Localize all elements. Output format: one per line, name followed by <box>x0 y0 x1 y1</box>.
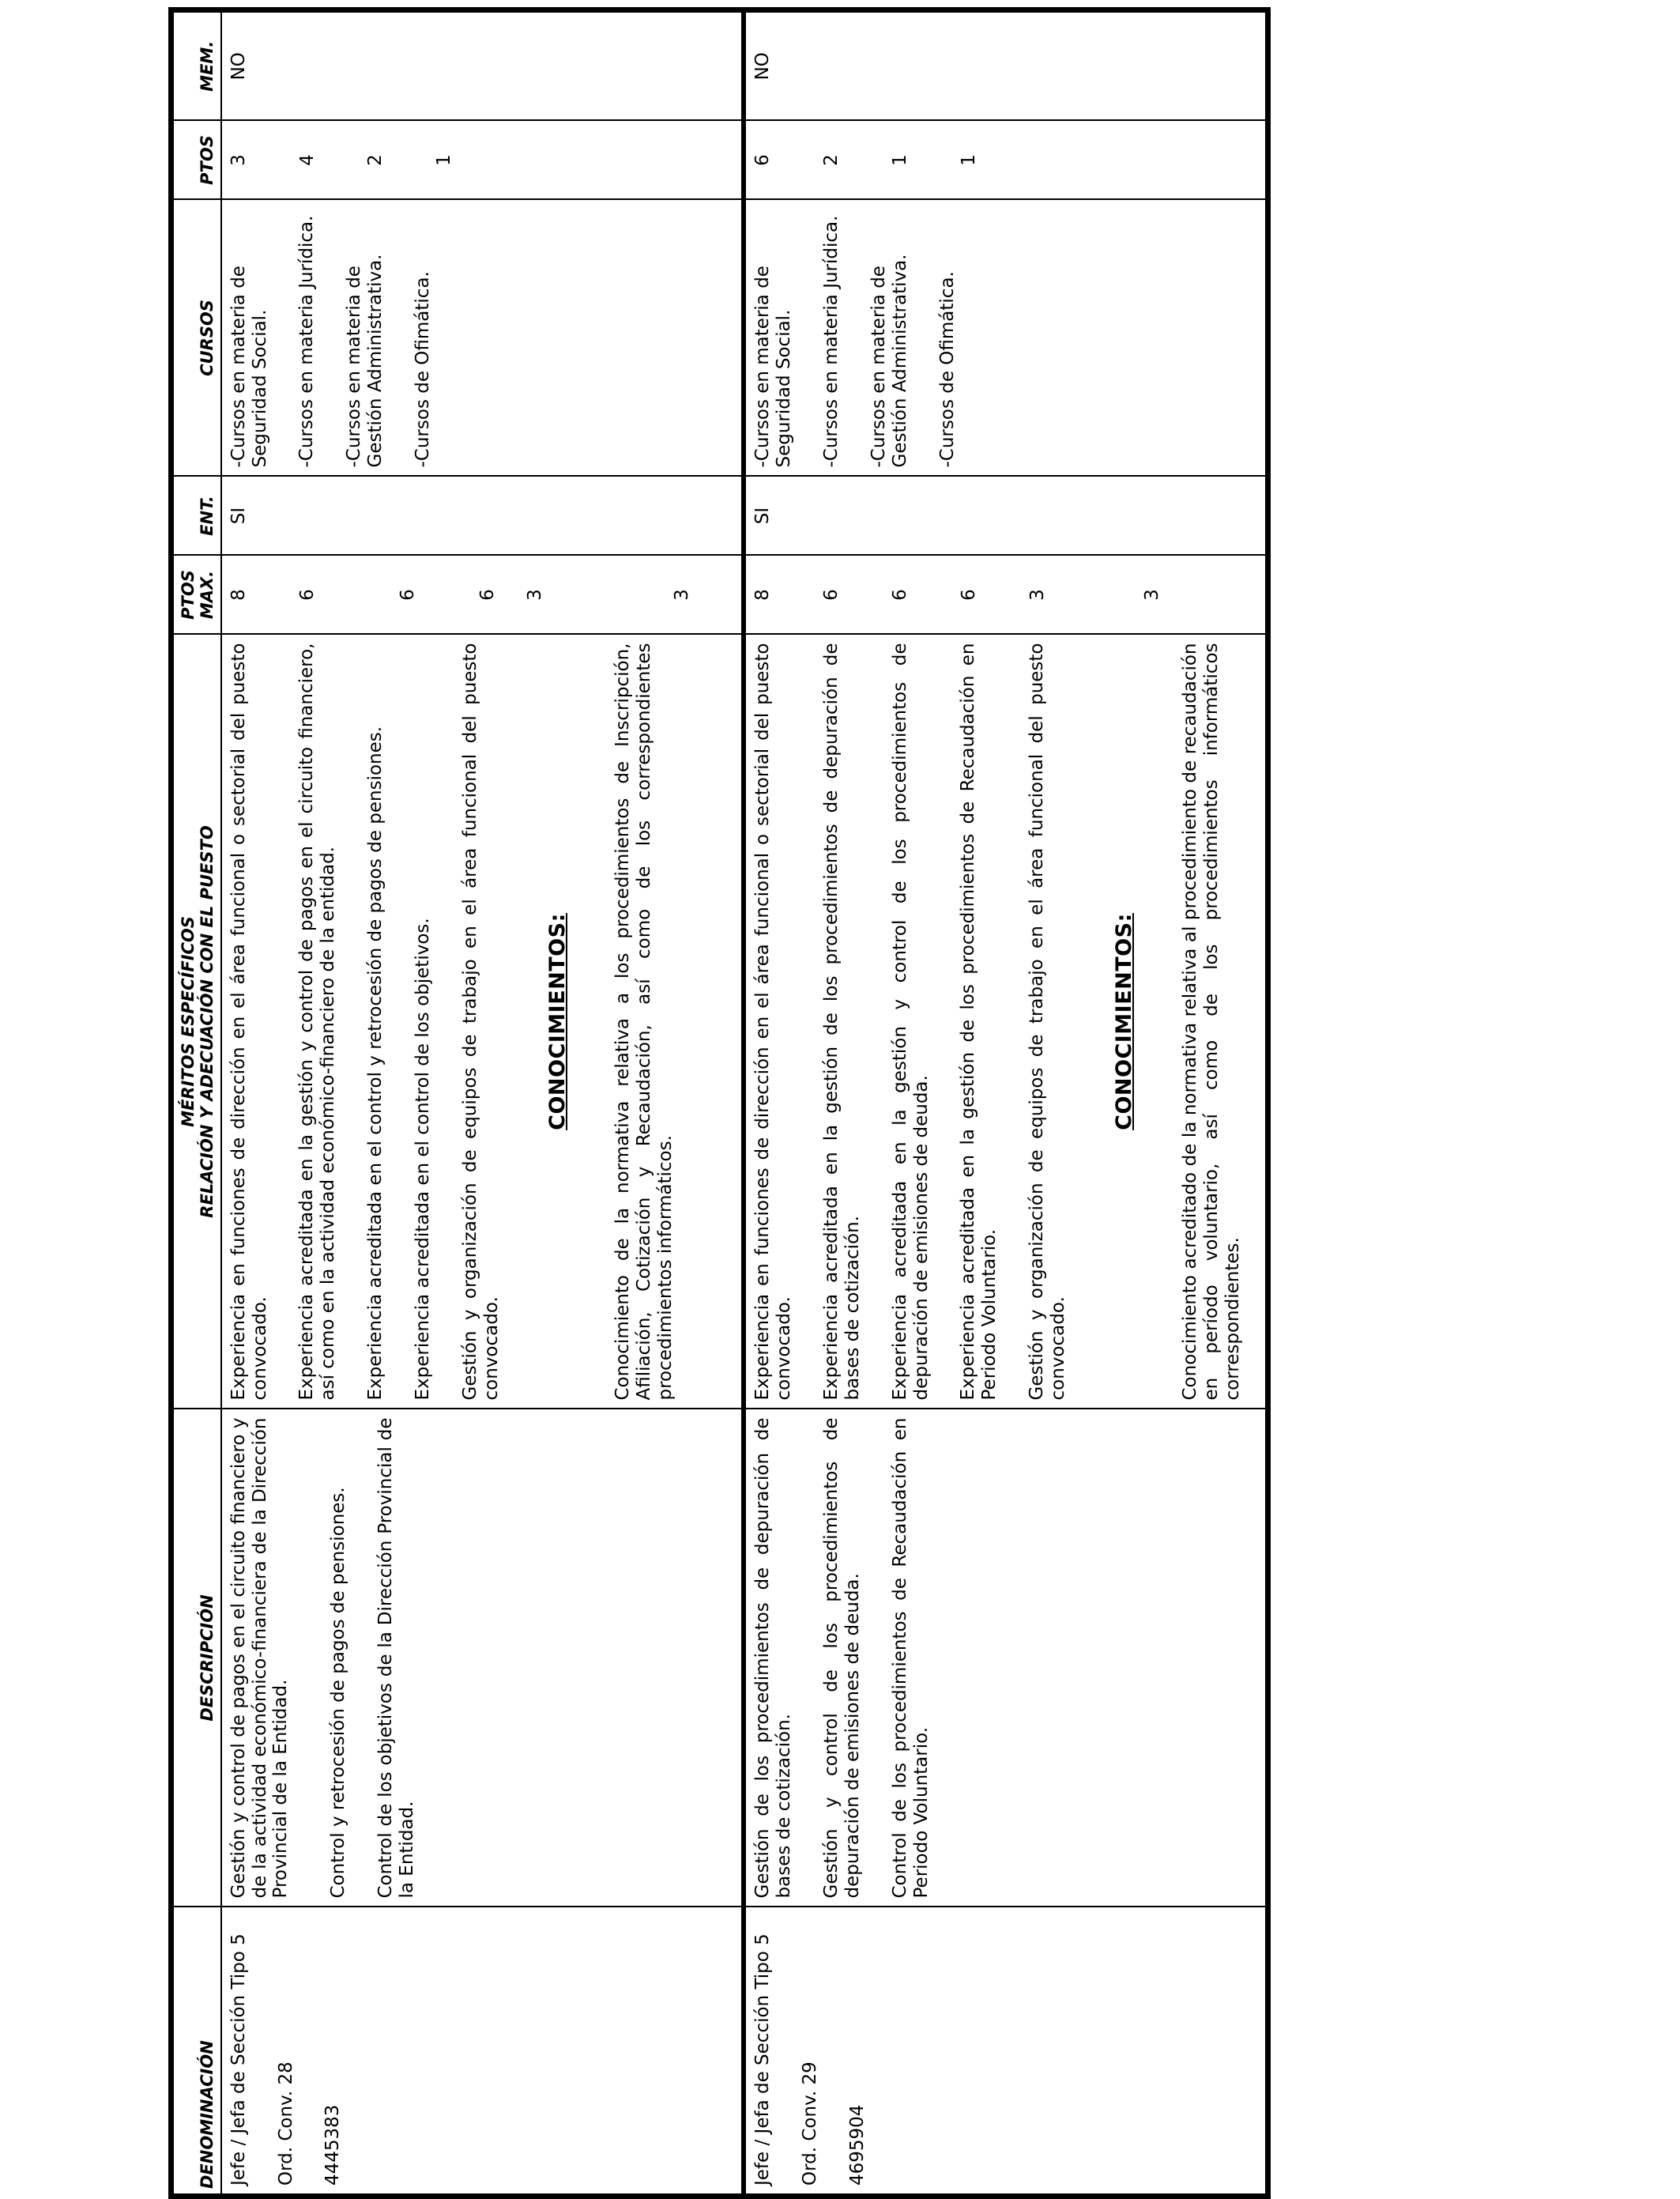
conocimientos-heading: CONOCIMIENTOS: <box>544 913 570 1130</box>
denominacion-code: 4695904 <box>846 2104 868 2186</box>
mem-value: NO <box>228 52 249 81</box>
denominacion-order: Ord. Conv. 29 <box>799 2061 820 2186</box>
cell-denominacion <box>744 1907 1268 2197</box>
descripcion-item: Gestión y control de pagos en el circuito financiero y de la actividad económico-financiera de la Dirección Provincial de la Entidad. <box>228 1417 292 1899</box>
merito-item: Experiencia acreditada en la gestión y control de los procedimientos de depuración de emisiones de deuda. <box>889 643 932 1401</box>
descripcion-item: Control de los procedimientos de Recaudación en Periodo Voluntario. <box>889 1417 932 1899</box>
ptos-max-value: 8 <box>228 589 249 601</box>
ptos-max-value: 3 <box>525 589 546 601</box>
curso-ptos: 1 <box>889 154 910 166</box>
header-cursos: CURSOS <box>171 200 221 477</box>
curso-item: -Cursos en materia de Gestión Administrativa. <box>868 254 910 468</box>
rotated-page <box>168 13 1271 2199</box>
merito-item: Experiencia acreditada en el control y retrocesión de pagos de pensiones. <box>365 726 386 1401</box>
ptos-max-value: 6 <box>820 589 842 601</box>
cell-cursos <box>744 200 1268 477</box>
curso-ptos: 1 <box>958 154 979 166</box>
denominacion-title: Jefe / Jefa de Sección Tipo 5 <box>752 1933 774 2186</box>
conocimientos-text: Conocimiento de la normativa relativa a los procedimientos de Inscripción, Afiliación, Cotización y Recaudación, así como de los correspondientes procedimientos informáticos. <box>612 643 676 1401</box>
cell-descripcion <box>221 1409 744 1907</box>
header-descripcion: DESCRIPCIÓN <box>171 1409 221 1907</box>
curso-ptos: 2 <box>365 154 386 166</box>
merito-item: Experiencia acreditada en la gestión de los procedimientos de depuración de bases de cotización. <box>820 643 863 1401</box>
merito-item: Experiencia en funciones de dirección en el área funcional o sectorial del puesto convocado. <box>228 643 270 1401</box>
curso-item: -Cursos en materia Jurídica. <box>296 215 318 468</box>
merito-item: Gestión y organización de equipos de trabajo en el área funcional del puesto convocado. <box>1026 643 1069 1401</box>
header-mem: MEM. <box>171 10 221 121</box>
merits-table <box>168 7 1271 2199</box>
descripcion-item: Gestión de los procedimientos de depuración de bases de cotización. <box>752 1417 794 1899</box>
ptos-max-value: 3 <box>1026 589 1048 601</box>
descripcion-item: Control y retrocesión de pagos de pensiones. <box>328 1487 349 1899</box>
curso-item: -Cursos de Ofimática. <box>412 271 434 468</box>
merito-item: Gestión y organización de equipos de trabajo en el área funcional del puesto convocado. <box>460 643 502 1401</box>
cell-denominacion <box>221 1907 744 2197</box>
ptos-max-value: 3 <box>672 589 693 601</box>
header-meritos-line1: MÉRITOS ESPECÍFICOS <box>178 916 198 1127</box>
ent-value: SI <box>228 507 249 525</box>
merito-item: Experiencia en funciones de dirección en el área funcional o sectorial del puesto convocado. <box>752 643 794 1401</box>
merito-item: Experiencia acreditada en el control de los objetivos. <box>412 918 434 1401</box>
cell-meritos <box>221 635 744 1409</box>
curso-ptos: 3 <box>228 154 249 166</box>
denominacion-order: Ord. Conv. 28 <box>275 2061 296 2186</box>
cell-cursos <box>221 200 744 477</box>
ptos-max-value: 3 <box>1141 589 1162 601</box>
cell-ptos <box>221 121 744 200</box>
ptos-max-value: 6 <box>296 589 318 601</box>
cell-ptos <box>744 121 1268 200</box>
curso-ptos: 4 <box>296 154 318 166</box>
cell-ptos-max <box>744 556 1268 635</box>
cell-ptos-max <box>221 556 744 635</box>
cell-descripcion <box>744 1409 1268 1907</box>
ptos-max-value: 6 <box>889 589 910 601</box>
curso-ptos: 1 <box>434 154 455 166</box>
ptos-max-value: 6 <box>397 589 419 601</box>
header-ent: ENT. <box>171 477 221 556</box>
descripcion-item: Gestión y control de los procedimientos de depuración de emisiones de deuda. <box>820 1417 863 1899</box>
curso-item: -Cursos en materia de Gestión Administrativa. <box>344 254 386 468</box>
curso-ptos: 6 <box>752 154 774 166</box>
denominacion-title: Jefe / Jefa de Sección Tipo 5 <box>228 1933 249 2186</box>
header-ptos-max <box>171 556 221 635</box>
conocimientos-text: Conocimiento acreditado de la normativa relativa al procedimiento de recaudación en período voluntario, así como de los procedimientos informáticos correspondientes. <box>1179 643 1243 1401</box>
ptos-max-value: 8 <box>752 589 774 601</box>
cell-mem <box>221 10 744 121</box>
denominacion-code: 4445383 <box>322 2104 344 2186</box>
ptos-max-value: 6 <box>477 589 499 601</box>
header-denominacion: DENOMINACIÓN <box>171 1907 221 2197</box>
curso-item: -Cursos en materia de Seguridad Social. <box>752 266 794 468</box>
curso-ptos: 2 <box>820 154 842 166</box>
header-meritos <box>171 635 221 1409</box>
curso-item: -Cursos en materia de Seguridad Social. <box>228 266 270 468</box>
header-ptos-max-line2: MAX. <box>198 570 217 620</box>
curso-item: -Cursos de Ofimática. <box>936 271 958 468</box>
cell-ent <box>744 477 1268 556</box>
ptos-max-value: 6 <box>958 589 979 601</box>
header-row <box>171 10 221 2197</box>
header-ptos-max-line1: PTOS <box>178 570 198 620</box>
merito-item: Experiencia acreditada en la gestión de los procedimientos de Recaudación en Periodo Voluntario. <box>958 643 1000 1401</box>
header-ptos: PTOS <box>171 121 221 200</box>
mem-value: NO <box>752 52 774 81</box>
conocimientos-heading: CONOCIMIENTOS: <box>1112 913 1137 1130</box>
cell-mem <box>744 10 1268 121</box>
curso-item: -Cursos en materia Jurídica. <box>820 215 842 468</box>
table-row <box>744 10 1268 2197</box>
cell-ent <box>221 477 744 556</box>
descripcion-item: Control de los objetivos de la Dirección Provincial de la Entidad. <box>375 1417 418 1899</box>
header-meritos-line2: RELACIÓN Y ADECUACIÓN CON EL PUESTO <box>198 825 217 1218</box>
table-row <box>221 10 744 2197</box>
merito-item: Experiencia acreditada en la gestión y control de pagos en el circuito financiero, así como en la actividad económico-financiero de la entidad. <box>296 643 339 1401</box>
cell-meritos <box>744 635 1268 1409</box>
ent-value: SI <box>752 507 774 525</box>
